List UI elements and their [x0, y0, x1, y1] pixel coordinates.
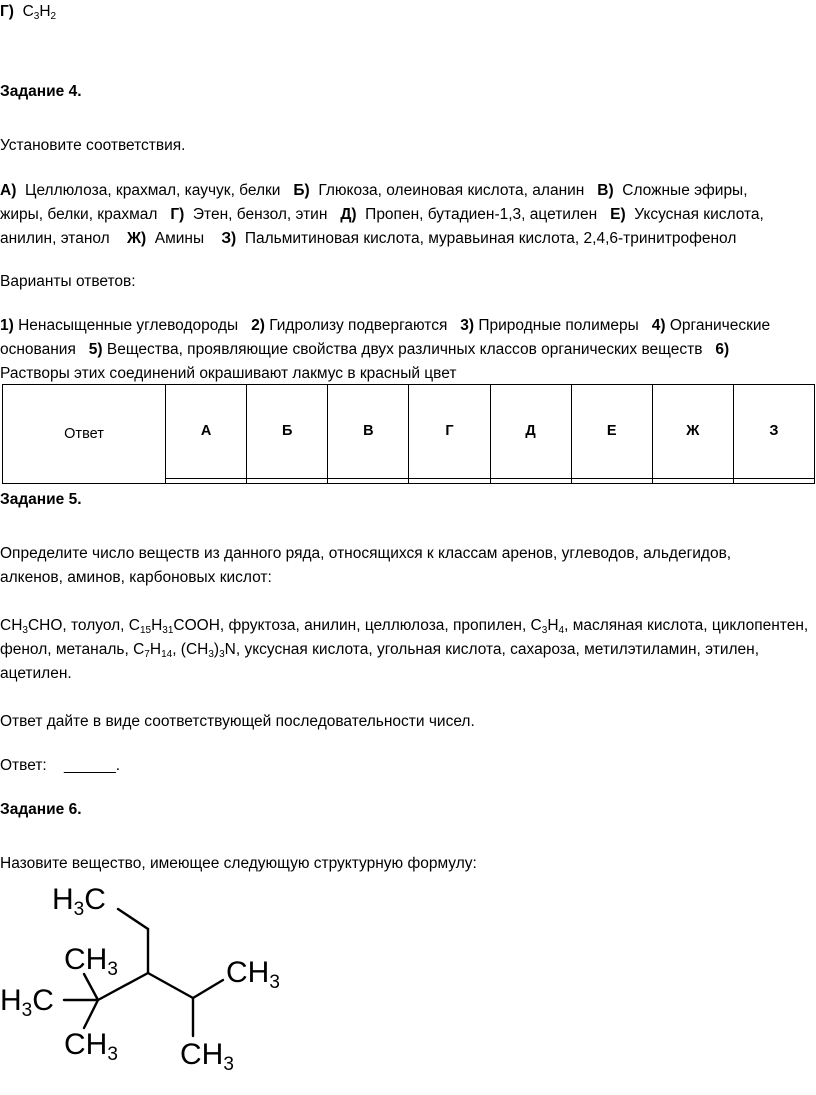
col-header: З — [733, 385, 814, 479]
task5-series-line1: $CH_3CHO$, толуол, $C_{15}H_{31}COOH$, фруктоза, анилин, целлюлоза, пропилен, $C_3H_4$, масляная кислота, циклопентен, — [0, 617, 809, 636]
ch3-bottom-label: $CH_3$ — [180, 1038, 234, 1075]
task4-groups-line3: анилин, этанол Ж) Амины З) Пальмитиновая кислота, муравьиная кислота, 2,4,6-тринитрофенол — [0, 230, 737, 247]
bond-quat-ch3-lower — [84, 1000, 98, 1028]
ch3-upper-label: $CH_3$ — [64, 943, 118, 980]
bond-ethyl-ch3 — [118, 909, 148, 929]
task4-answers-line1: 1) Ненасыщенные углеводороды 2) Гидролизу подвергаются 3) Природные полимеры 4) Органические — [0, 317, 771, 334]
col-header: А — [166, 385, 247, 479]
answer-cell[interactable] — [490, 478, 571, 484]
answer-cell[interactable] — [652, 478, 733, 484]
col-header: Е — [571, 385, 652, 479]
answer-table — [2, 384, 815, 484]
bond-isopropyl-ch3-right — [193, 980, 223, 998]
task5-series-line3: ацетилен. — [0, 665, 72, 682]
option-letter: Г) — [0, 3, 14, 20]
col-header: Д — [490, 385, 571, 479]
task4-variants-label: Варианты ответов: — [0, 273, 136, 290]
answer-cell[interactable] — [247, 478, 328, 484]
col-header: В — [328, 385, 409, 479]
answer-blank[interactable]: ______. — [63, 757, 120, 774]
answer-cell[interactable] — [733, 478, 814, 484]
ch3-lower-label: $CH_3$ — [64, 1028, 118, 1065]
ch3-right-label: $CH_3$ — [226, 956, 280, 993]
answer-row-label: Ответ — [3, 385, 166, 484]
task4-answers-line2: основания 5) Вещества, проявляющие свойства двух различных классов органических веществ 6) — [0, 341, 730, 358]
task4-groups-line1: А) Целлюлоза, крахмал, каучук, белки Б) Глюкоза, олеиновая кислота, аланин В) Сложные эфиры, — [0, 182, 748, 199]
task5-series-line2: фенол, метаналь, $C_7H_{14}$, $(CH_3)_3N$, уксусная кислота, угольная кислота, сахароза, метилэтиламин, этилен, — [0, 641, 760, 660]
h3c-top-label: $H_3C$ — [52, 883, 106, 920]
task5-title: Задание 5. — [0, 491, 82, 508]
task5-question-line1: Определите число веществ из данного ряда, относящихся к классам аренов, углеводов, альдегидов, — [0, 545, 732, 562]
answer-cell[interactable] — [571, 478, 652, 484]
col-header: Г — [409, 385, 490, 479]
col-header: Б — [247, 385, 328, 479]
col-header: Ж — [652, 385, 733, 479]
bond-main-isopropyl — [148, 973, 193, 998]
bond-quat-ch3-upper — [84, 974, 98, 1000]
answer-cell[interactable] — [328, 478, 409, 484]
task4-answers-line3: Растворы этих соединений окрашивают лакмус в красный цвет — [0, 365, 457, 382]
task4-groups-line2: жиры, белки, крахмал Г) Этен, бензол, этин Д) Пропен, бутадиен-1,3, ацетилен Е) Уксусная кислота, — [0, 206, 764, 223]
answer-cell[interactable] — [409, 478, 490, 484]
h3c-left-label: $H_3C$ — [0, 984, 54, 1021]
task6-title: Задание 6. — [0, 801, 82, 818]
task5-answer-line — [0, 756, 120, 776]
structural-formula — [0, 876, 300, 1095]
option-formula: $C_3H_2$ — [22, 3, 57, 22]
top-option — [0, 2, 56, 22]
task4-instruction: Установите соответствия. — [0, 137, 186, 154]
answer-label: Ответ: — [0, 757, 47, 774]
task6-question: Назовите вещество, имеющее следующую структурную формулу: — [0, 855, 477, 872]
answer-cell[interactable] — [166, 478, 247, 484]
task4-title: Задание 4. — [0, 83, 82, 100]
bond-main-quaternary — [98, 973, 148, 1000]
task5-question-line2: алкенов, аминов, карбоновых кислот: — [0, 569, 272, 586]
task5-answer-instruction: Ответ дайте в виде соответствующей последовательности чисел. — [0, 713, 475, 730]
table-header-row — [3, 385, 815, 479]
